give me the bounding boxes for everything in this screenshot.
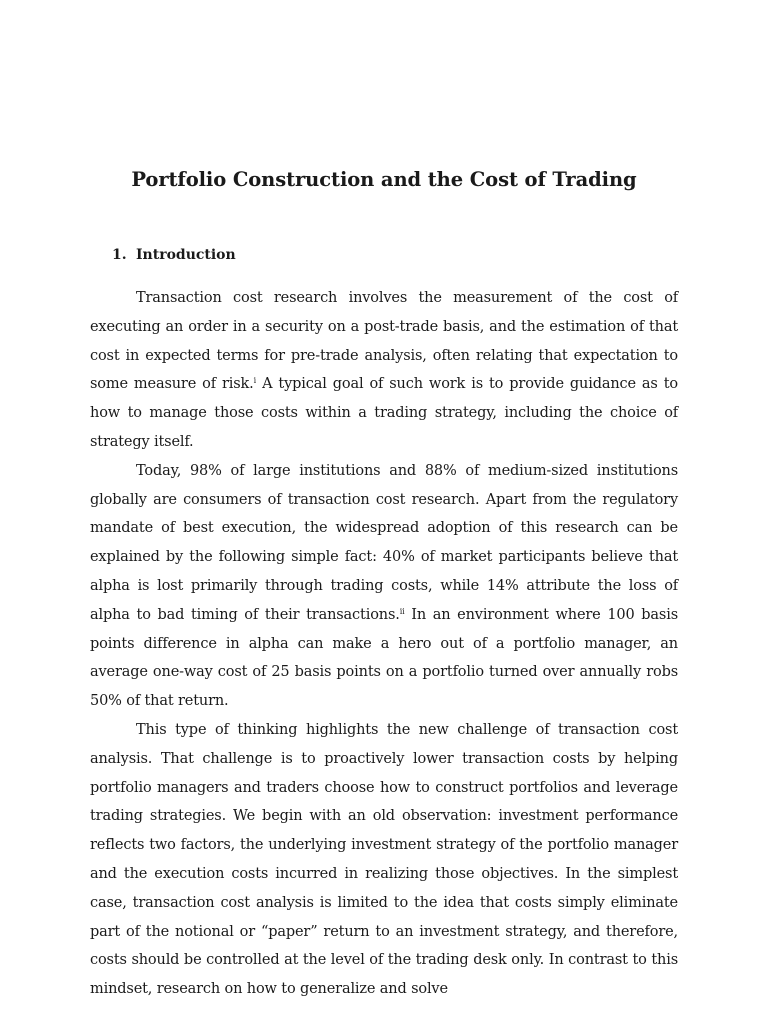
section-heading — [112, 247, 236, 263]
paragraph-2-text-continued: In an environment where 100 basis points difference in alpha can make a hero out of a portfolio manager, an average one-way cost of 25 basis points on a portfolio turned over annually robs 50% of that return. — [90, 606, 678, 710]
paragraph-3 — [90, 716, 678, 1004]
paragraph-1 — [90, 284, 678, 457]
section-title: Introduction — [136, 247, 236, 263]
document-title: Portfolio Construction and the Cost of Trading — [131, 168, 637, 191]
paragraph-3-text: This type of thinking highlights the new challenge of transaction cost analysis. That challenge is to proactively lower transaction costs by helping portfolio managers and traders choose how to construct portfolios and leverage trading strategies. We begin with an old observation: investment performance reflects two factors, the underlying investment strategy of the portfolio manager and the execution costs incurred in realizing those objectives. In the simplest case, transaction cost analysis is limited to the idea that costs simply eliminate part of the notional or “paper” return to an investment strategy, and therefore, costs should be controlled at the level of the trading desk only. In contrast to this mindset, research on how to generalize and solve — [90, 721, 678, 998]
endnote-marker-ii[interactable]: ii — [399, 606, 405, 616]
endnote-marker-i[interactable]: i — [253, 376, 257, 386]
paragraph-2 — [90, 457, 678, 716]
paragraph-1-text-continued: A typical goal of such work is to provide guidance as to how to manage those costs within a trading strategy, including the choice of strategy itself. — [90, 376, 678, 450]
paragraph-2-text: Today, 98% of large institutions and 88% of medium-sized institutions globally are consumers of transaction cost research. Apart from the regulatory mandate of best execution, the widespread adoption of this research can be explained by the following simple fact: 40% of market participants believe that alpha is lost primarily through trading costs, while 14% attribute the loss of alpha to bad timing of their transactions. — [90, 462, 678, 623]
section-number: 1. — [112, 247, 127, 263]
document-body — [90, 284, 678, 1004]
paragraph-1-text: Transaction cost research involves the measurement of the cost of executing an order in a security on a post-trade basis, and the estimation of that cost in expected terms for pre-trade analysis, often relating that expectation to some measure of risk. — [90, 290, 678, 393]
